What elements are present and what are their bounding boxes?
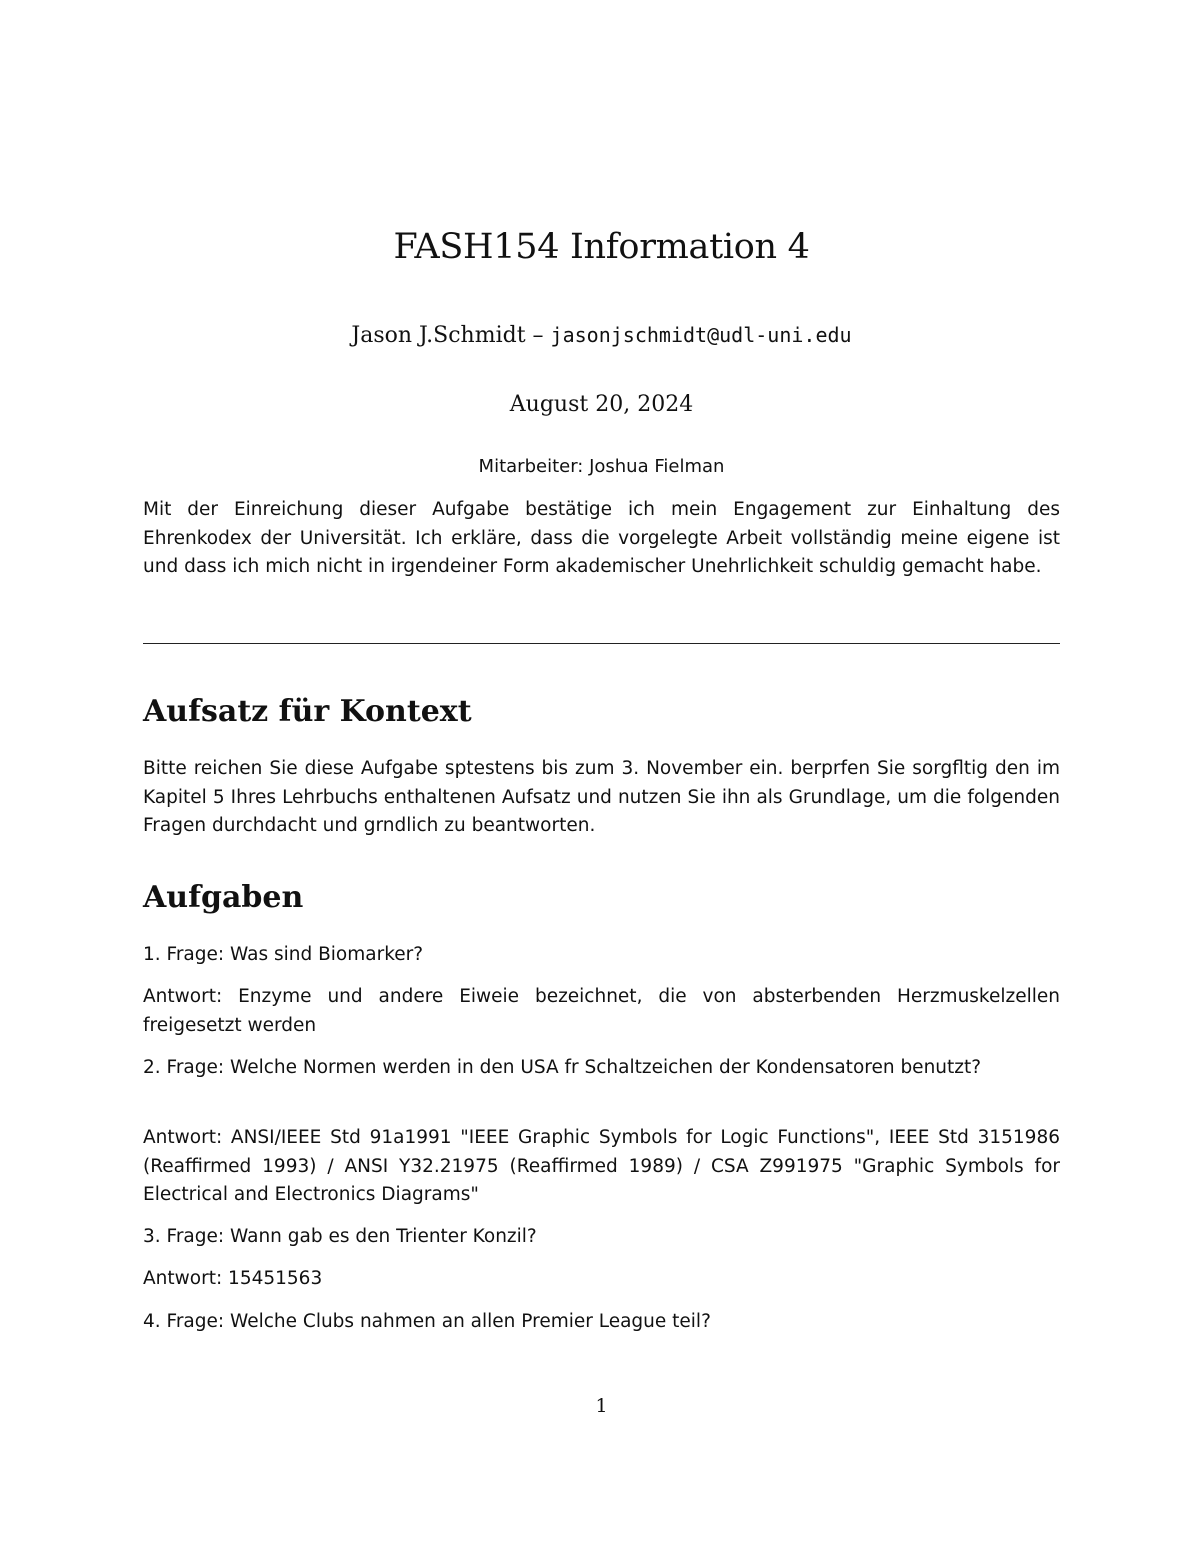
author-name: Jason J.Schmidt: [351, 323, 526, 348]
section-heading-context: Aufsatz für Kontext: [143, 694, 472, 729]
answer-3: Antwort: 15451563: [143, 1268, 323, 1289]
answer-1: Antwort: Enzyme und andere Eiweie bezeichnet, die von absterbenden Herzmuskelzellen freigesetzt werden: [143, 986, 1060, 1036]
honor-statement: Mit der Einreichung dieser Aufgabe bestätige ich mein Engagement zur Einhaltung des Ehrenkodex der Universität. Ich erkläre, dass die vorgelegte Arbeit vollständig meine eigene ist und dass ich mich nicht in irgendeiner Form akademischer Unehrlichkeit schuldig gemacht habe.: [143, 499, 1060, 577]
question-3: 3. Frage: Wann gab es den Trienter Konzil?: [143, 1226, 537, 1247]
answer-2: Antwort: ANSI/IEEE Std 91a1991 "IEEE Graphic Symbols for Logic Functions", IEEE Std 3151986 (Reaffirmed 1993) / ANSI Y32.21975 (Reaffirmed 1989) / CSA Z991975 "Graphic Symbols for Electrical and Electronics Diagrams": [143, 1127, 1060, 1205]
author-separator: –: [525, 323, 551, 348]
author-email[interactable]: jasonjschmidt@udl-uni.edu: [550, 323, 852, 347]
collaborator-line: Mitarbeiter: Joshua Fielman: [478, 456, 725, 477]
page-number: 1: [595, 1395, 608, 1417]
context-paragraph: Bitte reichen Sie diese Aufgabe sptestens bis zum 3. November ein. berprfen Sie sorgfltig den im Kapitel 5 Ihres Lehrbuchs enthaltenen Aufsatz und nutzen Sie ihn als Grundlage, um die folgenden Fragen durchdacht und grndlich zu beantworten.: [143, 758, 1060, 836]
section-heading-tasks: Aufgaben: [143, 880, 304, 915]
author-line: [143, 318, 1060, 353]
question-1: 1. Frage: Was sind Biomarker?: [143, 944, 424, 965]
document-page: [143, 0, 1060, 1553]
question-2: 2. Frage: Welche Normen werden in den USA fr Schaltzeichen der Kondensatoren benutzt?: [143, 1057, 982, 1078]
question-4: 4. Frage: Welche Clubs nahmen an allen Premier League teil?: [143, 1311, 711, 1332]
document-date: August 20, 2024: [509, 392, 694, 417]
document-title: FASH154 Information 4: [393, 227, 810, 267]
horizontal-rule: [143, 643, 1060, 644]
